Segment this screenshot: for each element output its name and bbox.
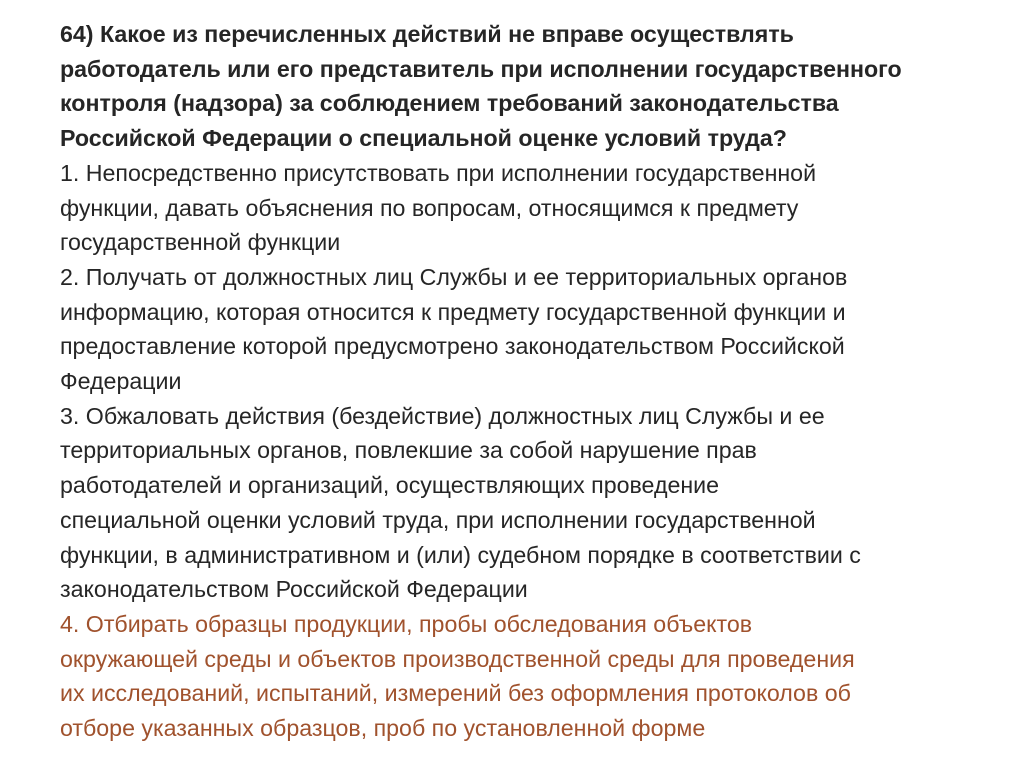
answer-line: предоставление которой предусмотрено законодательством Российской (60, 333, 845, 360)
slide-content (60, 17, 990, 746)
answer-line: 4. Отбирать образцы продукции, пробы обследования объектов (60, 610, 753, 637)
answer-option-4-highlighted (60, 607, 990, 746)
answer-line: функции, давать объяснения по вопросам, относящимся к предмету (60, 194, 799, 221)
answer-line: окружающей среды и объектов производственной среды для проведения (60, 645, 855, 672)
answer-line: информацию, которая относится к предмету государственной функции и (60, 298, 846, 325)
answer-line: 3. Обжаловать действия (бездействие) должностных лиц Службы и ее (60, 402, 825, 429)
answer-line: функции, в административном и (или) судебном порядке в соответствии с (60, 541, 861, 568)
answer-option-3 (60, 399, 990, 607)
answer-option-2 (60, 260, 990, 399)
answer-line: 2. Получать от должностных лиц Службы и ее территориальных органов (60, 263, 848, 290)
answer-line: Федерации (60, 368, 182, 395)
answer-line: специальной оценки условий труда, при исполнении государственной (60, 506, 816, 533)
answer-line: работодателей и организаций, осуществляющих проведение (60, 472, 720, 499)
answer-line: государственной функции (60, 229, 341, 256)
answer-line: отборе указанных образцов, проб по установленной форме (60, 715, 706, 742)
question-line: контроля (надзора) за соблюдением требований законодательства (60, 90, 839, 117)
question-line: работодатель или его представитель при исполнении государственного (60, 55, 902, 82)
answer-line: 1. Непосредственно присутствовать при исполнении государственной (60, 159, 817, 186)
question-line: 64) Какое из перечисленных действий не вправе осуществлять (60, 21, 794, 47)
answer-line: законодательством Российской Федерации (60, 576, 528, 603)
question-text (60, 17, 990, 156)
answer-option-1 (60, 156, 990, 260)
answer-line: их исследований, испытаний, измерений без оформления протоколов об (60, 680, 851, 707)
answer-line: территориальных органов, повлекшие за собой нарушение прав (60, 437, 757, 464)
question-line: Российской Федерации о специальной оценке условий труда? (60, 125, 787, 152)
